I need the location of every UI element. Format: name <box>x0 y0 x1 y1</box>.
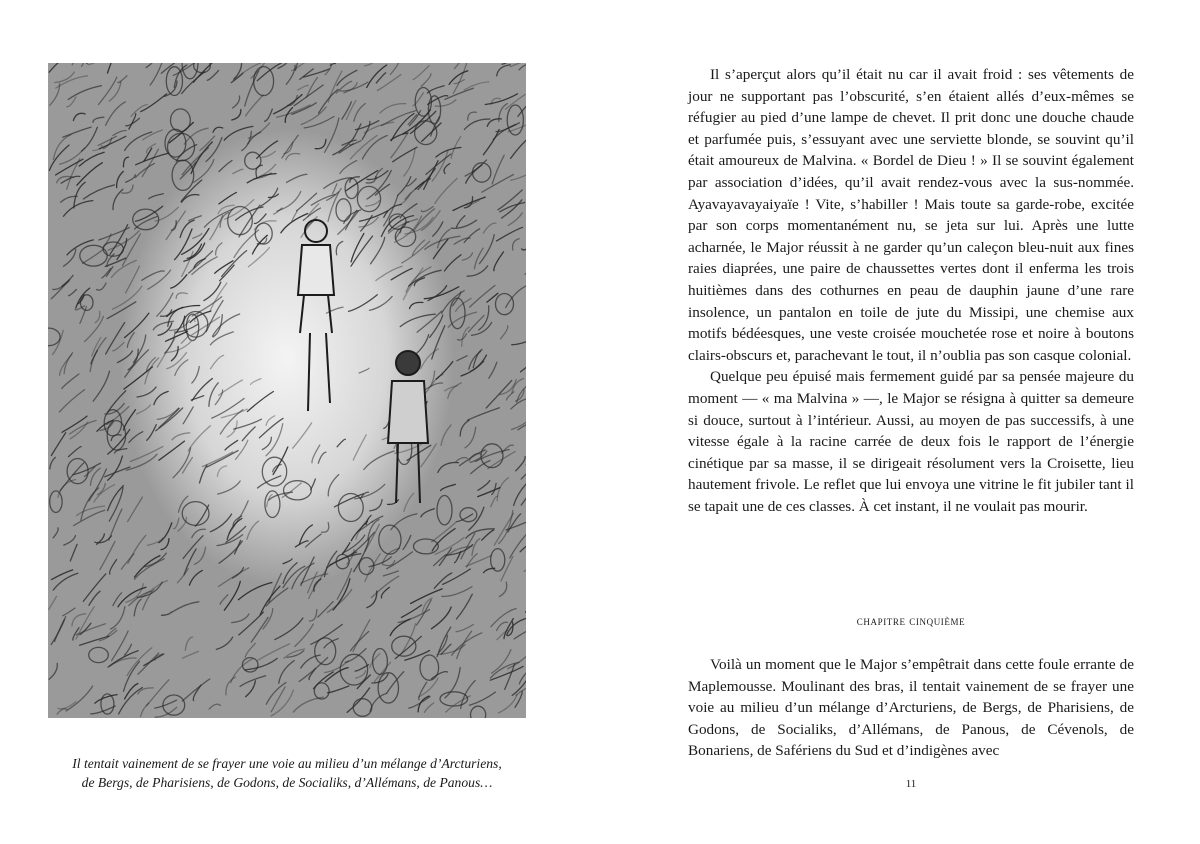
pencil-sketch-crowd-illustration <box>48 63 526 718</box>
right-page <box>600 0 1200 844</box>
paragraph-1: Il s’aperçut alors qu’il était nu car il avait froid : ses vêtements de jour ne supportant pas l’obscurité, s’en étaient allés d’eux-mêmes se réfugier au pied d’une lampe de chevet. Il prit donc une douche chaude et parfumée puis, s’essuyant avec une serviette blonde, se souvint qu’il était amoureux de Malvina. « Bordel de Dieu ! » Il se souvint également par association d’idées, qu’il avait rendez-vous avec la sus-nommée. Ayavayavayaiyaïe ! Vite, s’habiller ! Mais toute sa garde-robe, excitée par son corps momentanément nu, se jeta sur lui. Après une lutte acharnée, le Major réussit à ne garder qu’un caleçon bleu-nuit aux fines raies diaprées, une paire de chaussettes vertes dont il enferma les trois huitièmes dans des cothurnes en peau de dauphin jaune d’une rare insolence, un pantalon en toile de jute du Missipi, une chemise aux motifs bédéesques, une veste croisée mouchetée rose et noire à boutons clairs-obscurs et, parachevant le tout, il n’oublia pas son casque colonial. <box>688 66 1134 364</box>
page-number: 11 <box>905 778 917 790</box>
illustration-caption <box>48 754 526 792</box>
caption-line-1: Il tentait vainement de se frayer une voie au milieu d’un mélange d’Arcturiens, <box>72 756 502 771</box>
body-text <box>688 64 1134 517</box>
paragraph-2: Quelque peu épuisé mais fermement guidé par sa pensée majeure du moment — « ma Malvina » —, le Major se résigna à quitter sa demeure si douce, surtout à l’intérieur. Aussi, au moyen de pas successifs, à une vitesse égale à la racine carrée de deux fois le rapport de l’énergie cinétique par sa masse, il se dirigeait résolument vers la Croisette, lieu hautement frivole. Le reflet que lui envoya une vitrine le fit jubiler tant il se tapait une de ces classes. À cet instant, il ne voulait pas mourir. <box>688 368 1134 515</box>
chapter-paragraph-1: Voilà un moment que le Major s’empêtrait dans cette foule errante de Maplemousse. Moulinant des bras, il tentait vainement de se frayer une voie au milieu d’un mélange d’Arcturiens, de Bergs, de Pharisiens, de Godons, de Socialiks, d’Allémans, de Panous, de Cévenols, de Bonariens, de Safériens du Sud et d’indigènes avec <box>688 656 1134 760</box>
chapter-heading: chapitre cinquième <box>856 614 966 628</box>
chapter-body <box>688 654 1134 762</box>
caption-line-2: de Bergs, de Pharisiens, de Godons, de Socialiks, d’Allémans, de Panous… <box>81 775 493 790</box>
